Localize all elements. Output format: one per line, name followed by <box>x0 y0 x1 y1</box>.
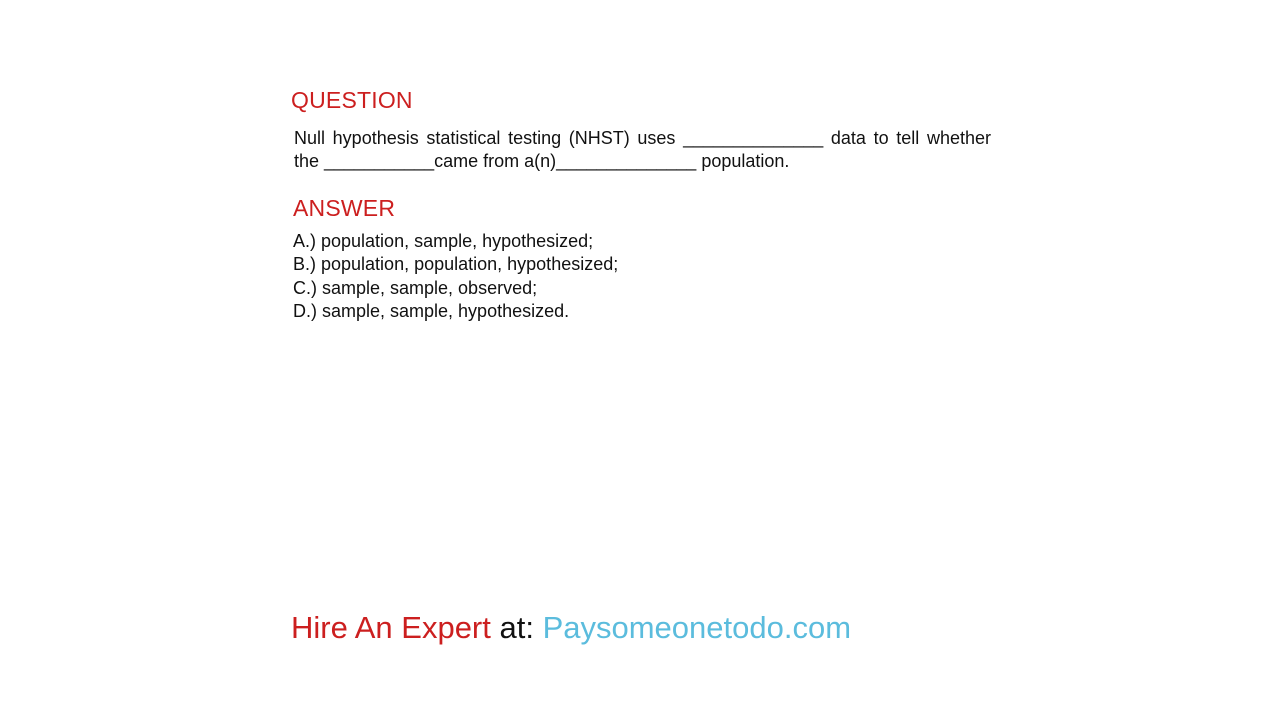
answer-option-a: A.) population, sample, hypothesized; <box>293 231 594 251</box>
answer-heading: ANSWER <box>293 195 396 221</box>
promo-site-link[interactable]: Paysomeonetodo.com <box>542 610 852 645</box>
promo-banner <box>291 610 851 646</box>
answer-option-d: D.) sample, sample, hypothesized. <box>293 300 570 321</box>
answer-option-b: B.) population, population, hypothesized; <box>293 254 619 275</box>
question-heading: QUESTION <box>291 87 413 113</box>
answer-option-c: C.) sample, sample, observed; <box>293 277 538 298</box>
question-text: Null hypothesis statistical testing (NHST) uses ______________ data to tell whether the ___________came from a(n)______________ population. <box>294 128 991 171</box>
answer-options-list <box>293 230 618 323</box>
hire-expert-text: Hire An Expert <box>291 610 491 645</box>
promo-at-text: at: <box>490 610 543 645</box>
